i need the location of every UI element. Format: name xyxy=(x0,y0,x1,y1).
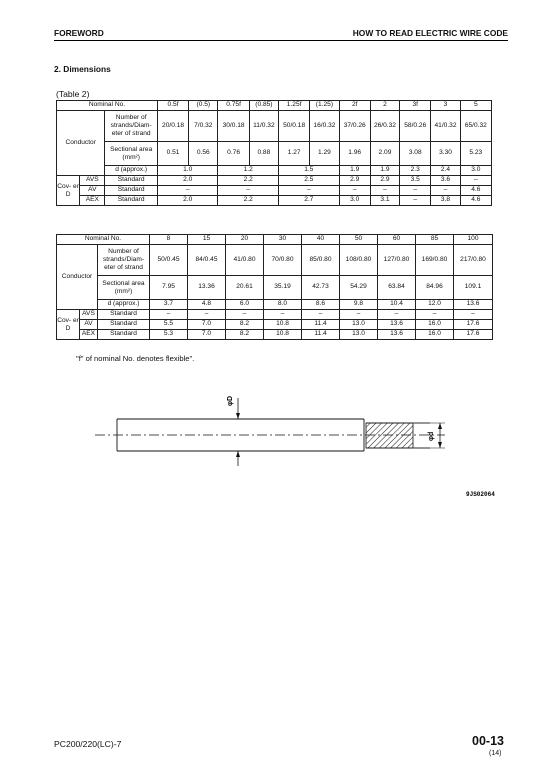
conductor-label: Conductor xyxy=(57,111,105,176)
standard-label: Standard xyxy=(98,320,150,330)
flexible-note: "f" of nominal No. denotes flexible". xyxy=(76,354,195,363)
avs-cell: – xyxy=(264,310,302,320)
strands-cell: 50/0.45 xyxy=(150,245,188,276)
d-approx-cell: 1.9 xyxy=(370,166,399,176)
av-cell: – xyxy=(279,186,340,196)
av-cell: 11.4 xyxy=(302,320,340,330)
strands-cell: 70/0.80 xyxy=(264,245,302,276)
sectional-cell: 109.1 xyxy=(454,276,493,300)
nominal-cell: 100 xyxy=(454,235,493,245)
nominal-cell: 30 xyxy=(264,235,302,245)
sectional-cell: 0.51 xyxy=(157,142,188,166)
d-approx-label: d (approx.) xyxy=(105,166,157,176)
d-approx-cell: 3.7 xyxy=(150,300,188,310)
strands-cell: 84/0.45 xyxy=(188,245,226,276)
nominal-cell: 40 xyxy=(302,235,340,245)
sectional-cell: 1.29 xyxy=(310,142,339,166)
avs-label: AVS xyxy=(80,176,105,186)
avs-cell: 3.5 xyxy=(400,176,431,186)
avs-cell: – xyxy=(340,310,378,320)
avs-cell: 2.9 xyxy=(370,176,399,186)
sectional-cell: 35.19 xyxy=(264,276,302,300)
strands-cell: 7/0.32 xyxy=(189,111,218,142)
strands-cell: 20/0.18 xyxy=(157,111,188,142)
av-cell: – xyxy=(218,186,279,196)
aex-cell: 13.6 xyxy=(378,330,416,340)
sectional-cell: 0.56 xyxy=(189,142,218,166)
aex-cell: 3.8 xyxy=(431,196,460,206)
strands-cell: 108/0.80 xyxy=(340,245,378,276)
standard-label: Standard xyxy=(98,310,150,320)
strands-cell: 41/0.80 xyxy=(226,245,264,276)
strands-cell: 41/0.32 xyxy=(431,111,460,142)
aex-cell: – xyxy=(400,196,431,206)
sectional-cell: 84.96 xyxy=(416,276,454,300)
av-label: AV xyxy=(80,186,105,196)
sectional-cell: 3.30 xyxy=(431,142,460,166)
sectional-cell: 42.73 xyxy=(302,276,340,300)
d-approx-cell: 8.6 xyxy=(302,300,340,310)
standard-label: Standard xyxy=(105,176,157,186)
standard-label: Standard xyxy=(105,196,157,206)
sectional-cell: 54.29 xyxy=(340,276,378,300)
nominal-cell: (1.25) xyxy=(310,101,339,111)
avs-cell: – xyxy=(460,176,491,186)
av-cell: – xyxy=(157,186,218,196)
aex-cell: 2.0 xyxy=(157,196,218,206)
sectional-cell: 1.96 xyxy=(339,142,370,166)
strands-cell: 65/0.32 xyxy=(460,111,491,142)
strands-cell: 50/0.18 xyxy=(279,111,310,142)
footer-page-number: 00-13 xyxy=(472,734,504,748)
sectional-cell: 3.08 xyxy=(400,142,431,166)
aex-cell: 2.2 xyxy=(218,196,279,206)
av-cell: 13.6 xyxy=(378,320,416,330)
footer-model: PC200/220(LC)-7 xyxy=(54,739,122,749)
strands-cell: 16/0.32 xyxy=(310,111,339,142)
avs-cell: – xyxy=(302,310,340,320)
avs-cell: – xyxy=(226,310,264,320)
nominal-cell: 2 xyxy=(370,101,399,111)
sectional-cell: 20.61 xyxy=(226,276,264,300)
d-approx-cell: 1.5 xyxy=(279,166,340,176)
nominal-cell: 2f xyxy=(339,101,370,111)
avs-cell: – xyxy=(378,310,416,320)
avs-cell: 2.0 xyxy=(157,176,218,186)
sectional-cell: 5.23 xyxy=(460,142,491,166)
strands-cell: 58/0.26 xyxy=(400,111,431,142)
aex-cell: 2.7 xyxy=(279,196,340,206)
av-cell: 17.6 xyxy=(454,320,493,330)
strands-label: Number of strands/Diam- eter of strand xyxy=(98,245,150,276)
label-phi-d: φd xyxy=(428,431,435,441)
strands-cell: 30/0.18 xyxy=(218,111,249,142)
d-approx-cell: 12.0 xyxy=(416,300,454,310)
strands-cell: 85/0.80 xyxy=(302,245,340,276)
d-approx-cell: 1.0 xyxy=(157,166,218,176)
sectional-cell: 0.76 xyxy=(218,142,249,166)
avs-cell: – xyxy=(416,310,454,320)
wire-conductor-core xyxy=(366,423,413,448)
standard-label: Standard xyxy=(98,330,150,340)
strands-cell: 11/0.32 xyxy=(249,111,278,142)
drawing-code: 9JS02064 xyxy=(466,491,495,498)
strands-cell: 169/0.80 xyxy=(416,245,454,276)
sectional-cell: 7.95 xyxy=(150,276,188,300)
av-label: AV xyxy=(80,320,98,330)
d-approx-cell: 2.4 xyxy=(431,166,460,176)
nominal-cell: 85 xyxy=(416,235,454,245)
header-right: HOW TO READ ELECTRIC WIRE CODE xyxy=(352,28,508,38)
aex-cell: 3.1 xyxy=(370,196,399,206)
avs-label: AVS xyxy=(80,310,98,320)
av-cell: 10.8 xyxy=(264,320,302,330)
avs-cell: – xyxy=(150,310,188,320)
dimension-D xyxy=(236,398,240,466)
d-approx-cell: 1.9 xyxy=(339,166,370,176)
avs-cell: – xyxy=(454,310,493,320)
d-approx-cell: 4.8 xyxy=(188,300,226,310)
nominal-cell: 3f xyxy=(400,101,431,111)
strands-cell: 37/0.26 xyxy=(339,111,370,142)
nominal-cell: (0.5) xyxy=(189,101,218,111)
d-approx-label: d (approx.) xyxy=(98,300,150,310)
av-cell: 13.0 xyxy=(340,320,378,330)
av-cell: 16.0 xyxy=(416,320,454,330)
avs-cell: 2.9 xyxy=(339,176,370,186)
sectional-label: Sectional area (mm²) xyxy=(105,142,157,166)
sectional-cell: 2.09 xyxy=(370,142,399,166)
strands-cell: 217/0.80 xyxy=(454,245,493,276)
dimensions-table-1 xyxy=(56,100,492,206)
av-cell: – xyxy=(370,186,399,196)
strands-cell: 26/0.32 xyxy=(370,111,399,142)
nominal-cell: 15 xyxy=(188,235,226,245)
avs-cell: 2.5 xyxy=(279,176,340,186)
table-caption: (Table 2) xyxy=(56,89,90,99)
aex-cell: 13.0 xyxy=(340,330,378,340)
aex-label: AEX xyxy=(80,196,105,206)
aex-label: AEX xyxy=(80,330,98,340)
av-cell: – xyxy=(400,186,431,196)
sectional-cell: 13.36 xyxy=(188,276,226,300)
nominal-cell: 60 xyxy=(378,235,416,245)
nominal-cell: 0.75f xyxy=(218,101,249,111)
aex-cell: 10.8 xyxy=(264,330,302,340)
page-header xyxy=(54,28,508,41)
d-approx-cell: 10.4 xyxy=(378,300,416,310)
nominal-cell: 3 xyxy=(431,101,460,111)
d-approx-cell: 13.6 xyxy=(454,300,493,310)
d-approx-cell: 9.8 xyxy=(340,300,378,310)
section-title: 2. Dimensions xyxy=(54,64,111,74)
aex-cell: 16.0 xyxy=(416,330,454,340)
nominal-label: Nominal No. xyxy=(57,235,150,245)
av-cell: – xyxy=(431,186,460,196)
strands-label: Number of strands/Diam- eter of strand xyxy=(105,111,157,142)
av-cell: – xyxy=(339,186,370,196)
dimensions-table-2 xyxy=(56,234,493,340)
av-cell: 4.6 xyxy=(460,186,491,196)
wire-diagram xyxy=(0,380,545,510)
aex-cell: 8.2 xyxy=(226,330,264,340)
sectional-cell: 1.27 xyxy=(279,142,310,166)
strands-cell: 127/0.80 xyxy=(378,245,416,276)
avs-cell: 2.2 xyxy=(218,176,279,186)
nominal-cell: 0.5f xyxy=(157,101,188,111)
aex-cell: 3.0 xyxy=(339,196,370,206)
nominal-label: Nominal No. xyxy=(57,101,158,111)
aex-cell: 11.4 xyxy=(302,330,340,340)
av-cell: 5.5 xyxy=(150,320,188,330)
sectional-cell: 0.88 xyxy=(249,142,278,166)
avs-cell: – xyxy=(188,310,226,320)
d-approx-cell: 2.3 xyxy=(400,166,431,176)
nominal-cell: 8 xyxy=(150,235,188,245)
aex-cell: 5.3 xyxy=(150,330,188,340)
nominal-cell: 50 xyxy=(340,235,378,245)
conductor-label: Conductor xyxy=(57,245,98,310)
av-cell: 8.2 xyxy=(226,320,264,330)
av-cell: 7.0 xyxy=(188,320,226,330)
footer-sub-page: (14) xyxy=(489,750,502,757)
standard-label: Standard xyxy=(105,186,157,196)
avs-cell: 3.6 xyxy=(431,176,460,186)
nominal-cell: 5 xyxy=(460,101,491,111)
header-left: FOREWORD xyxy=(54,28,104,38)
d-approx-cell: 3.0 xyxy=(460,166,491,176)
aex-cell: 7.0 xyxy=(188,330,226,340)
cover-d-label: Cov- er D xyxy=(57,176,80,206)
nominal-cell: (0.85) xyxy=(249,101,278,111)
d-approx-cell: 8.0 xyxy=(264,300,302,310)
sectional-cell: 63.84 xyxy=(378,276,416,300)
d-approx-cell: 1.2 xyxy=(218,166,279,176)
label-phi-D: φD xyxy=(227,395,234,406)
nominal-cell: 20 xyxy=(226,235,264,245)
cover-d-label: Cov- er D xyxy=(57,310,80,340)
aex-cell: 4.6 xyxy=(460,196,491,206)
nominal-cell: 1.25f xyxy=(279,101,310,111)
d-approx-cell: 6.0 xyxy=(226,300,264,310)
aex-cell: 17.6 xyxy=(454,330,493,340)
sectional-label: Sectional area (mm²) xyxy=(98,276,150,300)
